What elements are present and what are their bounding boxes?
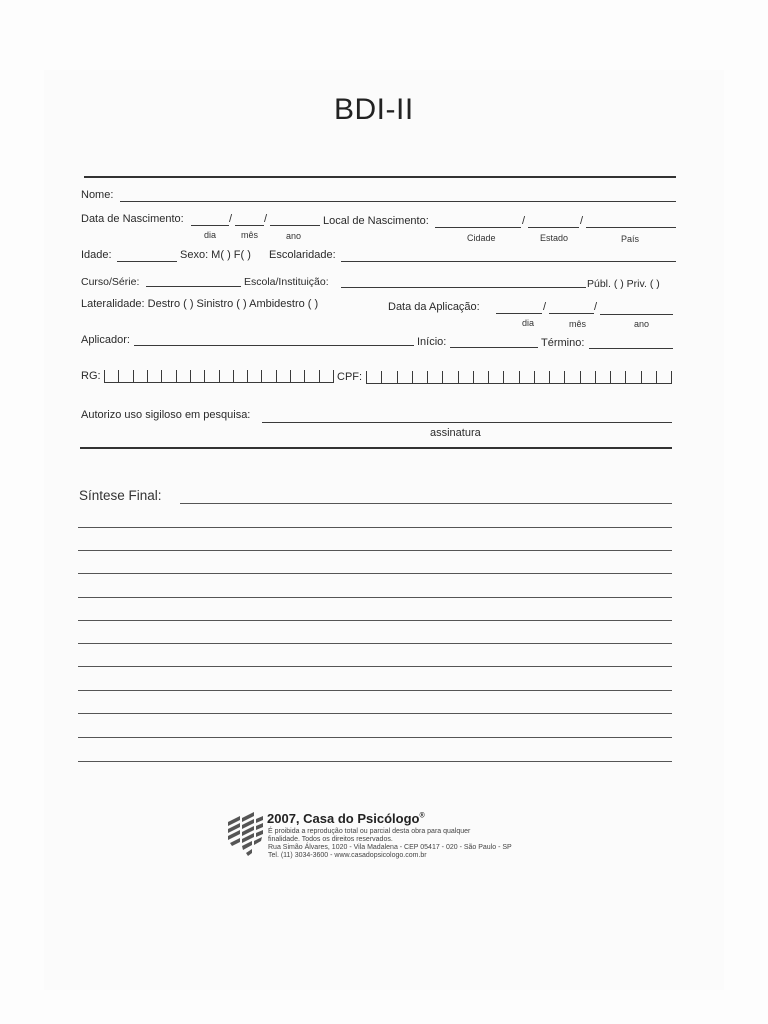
rg-tick [147, 370, 148, 382]
rg-tick [133, 370, 134, 382]
signature-caption: assinatura [430, 427, 481, 439]
cpf-tick [580, 371, 581, 383]
start-label: Início: [417, 336, 447, 348]
summary-line-6[interactable] [78, 620, 672, 621]
end-field[interactable] [589, 348, 673, 349]
cpf-tick [366, 371, 367, 383]
application-month-field[interactable] [549, 313, 594, 314]
cpf-tick [671, 371, 672, 383]
rg-tick [190, 370, 191, 382]
birth-place-slash-2: / [580, 215, 584, 227]
summary-line-10[interactable] [78, 713, 672, 714]
middle-rule [80, 447, 672, 449]
top-rule [84, 176, 676, 178]
application-year-field[interactable] [600, 314, 673, 315]
summary-line-1[interactable] [180, 503, 672, 504]
schooling-label: Escolaridade: [269, 249, 336, 261]
signature-field[interactable] [262, 422, 672, 423]
application-day-field[interactable] [496, 313, 542, 314]
application-year-caption: ano [634, 319, 650, 329]
registered-mark: ® [419, 812, 425, 820]
birth-slash-1: / [229, 213, 233, 225]
summary-line-9[interactable] [78, 690, 672, 691]
cpf-digit-boxes[interactable] [366, 371, 672, 384]
start-field[interactable] [450, 347, 538, 348]
publisher-name-text: 2007, Casa do Psicólogo [267, 811, 420, 826]
rg-digit-boxes[interactable] [104, 370, 334, 383]
consent-label: Autorizo uso sigiloso em pesquisa: [81, 409, 251, 421]
school-label: Escola/Instituição: [244, 276, 329, 288]
application-day-caption: dia [522, 318, 535, 328]
birth-place-label: Local de Nascimento: [323, 215, 429, 227]
rg-tick [261, 370, 262, 382]
rg-tick [219, 370, 220, 382]
schooling-field[interactable] [341, 261, 676, 262]
rg-tick [176, 370, 177, 382]
rg-tick [204, 370, 205, 382]
summary-line-2[interactable] [78, 527, 672, 528]
cpf-tick [534, 371, 535, 383]
cpf-tick [397, 371, 398, 383]
public-private-checkboxes[interactable]: Públ. ( ) Priv. ( ) [587, 278, 660, 290]
birth-city-caption: Cidade [467, 233, 496, 243]
sex-label: Sexo: M( ) F( ) [180, 249, 251, 261]
application-slash-1: / [543, 301, 547, 313]
summary-line-5[interactable] [78, 597, 672, 598]
cpf-tick [473, 371, 474, 383]
rg-tick [104, 370, 105, 382]
birth-year-field[interactable] [270, 225, 320, 226]
cpf-tick [519, 371, 520, 383]
birth-city-field[interactable] [435, 227, 521, 228]
rg-tick [247, 370, 248, 382]
birth-month-caption: mês [241, 230, 259, 240]
age-field[interactable] [117, 261, 177, 262]
application-date-label: Data da Aplicação: [388, 301, 480, 313]
cpf-tick [625, 371, 626, 383]
birth-date-label: Data de Nascimento: [81, 213, 184, 225]
application-month-caption: mês [569, 319, 587, 329]
footer-line-2: finalidade. Todos os direitos reservados. [268, 836, 393, 843]
cpf-tick [641, 371, 642, 383]
publisher-name [267, 812, 425, 825]
summary-line-4[interactable] [78, 573, 672, 574]
birth-day-field[interactable] [191, 225, 229, 226]
laterality-checkboxes[interactable]: Lateralidade: Destro ( ) Sinistro ( ) Ambidestro ( ) [81, 298, 319, 310]
publisher-logo-icon [226, 812, 264, 862]
summary-line-8[interactable] [78, 666, 672, 667]
rg-tick [333, 370, 334, 382]
cpf-tick [549, 371, 550, 383]
summary-label: Síntese Final: [79, 488, 162, 503]
birth-state-field[interactable] [528, 227, 579, 228]
rg-tick [276, 370, 277, 382]
form-title: BDI-II [334, 93, 414, 126]
birth-month-field[interactable] [235, 225, 264, 226]
applicator-label: Aplicador: [81, 334, 130, 346]
birth-year-caption: ano [286, 231, 302, 241]
birth-state-caption: Estado [540, 233, 569, 243]
footer-line-3: Rua Simão Álvares, 1020 - Vila Madalena - CEP 05417 - 020 - São Paulo - SP [268, 844, 512, 851]
rg-tick [118, 370, 119, 382]
cpf-tick [656, 371, 657, 383]
footer-line-1: É proibida a reprodução total ou parcial desta obra para qualquer [268, 828, 471, 835]
summary-line-3[interactable] [78, 550, 672, 551]
birth-place-slash-1: / [522, 215, 526, 227]
age-label: Idade: [81, 249, 112, 261]
cpf-tick [503, 371, 504, 383]
rg-tick [319, 370, 320, 382]
cpf-tick [610, 371, 611, 383]
cpf-label: CPF: [337, 371, 363, 383]
name-label: Nome: [81, 189, 114, 201]
school-field[interactable] [341, 287, 586, 288]
cpf-tick [412, 371, 413, 383]
birth-day-caption: dia [204, 230, 217, 240]
rg-tick [233, 370, 234, 382]
cpf-tick [564, 371, 565, 383]
cpf-tick [427, 371, 428, 383]
summary-line-11[interactable] [78, 737, 672, 738]
rg-tick [304, 370, 305, 382]
birth-country-caption: País [621, 234, 640, 244]
application-slash-2: / [594, 301, 598, 313]
course-field[interactable] [146, 286, 241, 287]
course-label: Curso/Série: [81, 276, 140, 288]
rg-tick [161, 370, 162, 382]
rg-label: RG: [81, 370, 101, 382]
footer-line-4: Tel. (11) 3034-3600 - www.casadopsicologo.com.br [268, 852, 427, 859]
birth-slash-2: / [264, 213, 268, 225]
summary-line-12[interactable] [78, 761, 672, 762]
cpf-tick [458, 371, 459, 383]
cpf-tick [488, 371, 489, 383]
rg-tick [290, 370, 291, 382]
birth-country-field[interactable] [586, 227, 676, 228]
name-field[interactable] [120, 201, 676, 202]
cpf-tick [381, 371, 382, 383]
summary-line-7[interactable] [78, 643, 672, 644]
applicator-field[interactable] [134, 345, 414, 346]
cpf-tick [595, 371, 596, 383]
end-label: Término: [541, 337, 585, 349]
cpf-tick [442, 371, 443, 383]
